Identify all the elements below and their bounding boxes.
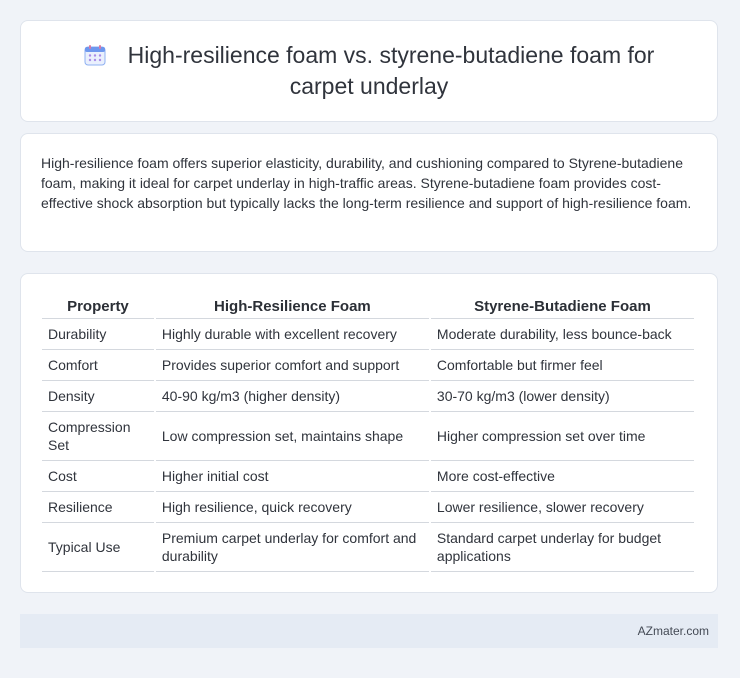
row-high-resilience: High resilience, quick recovery — [156, 492, 429, 523]
summary-card — [20, 133, 718, 252]
row-styrene-butadiene: Lower resilience, slower recovery — [431, 492, 694, 523]
row-styrene-butadiene: Standard carpet underlay for budget applications — [431, 523, 694, 572]
row-property: Durability — [42, 319, 154, 350]
row-high-resilience: 40-90 kg/m3 (higher density) — [156, 381, 429, 412]
row-property: Cost — [42, 461, 154, 492]
row-high-resilience: Provides superior comfort and support — [156, 350, 429, 381]
footer-brand: AZmater.com — [637, 624, 709, 638]
row-styrene-butadiene: Higher compression set over time — [431, 412, 694, 461]
row-high-resilience: Higher initial cost — [156, 461, 429, 492]
row-property: Resilience — [42, 492, 154, 523]
table-row — [42, 319, 694, 350]
table-row — [42, 492, 694, 523]
comparison-table — [40, 294, 696, 572]
row-styrene-butadiene: Moderate durability, less bounce-back — [431, 319, 694, 350]
row-property: Comfort — [42, 350, 154, 381]
row-high-resilience: Highly durable with excellent recovery — [156, 319, 429, 350]
row-styrene-butadiene: More cost-effective — [431, 461, 694, 492]
table-row — [42, 350, 694, 381]
row-styrene-butadiene: 30-70 kg/m3 (lower density) — [431, 381, 694, 412]
calendar-icon — [84, 43, 106, 65]
summary-text: High-resilience foam offers superior elasticity, durability, and cushioning compared to Styrene-butadiene foam, making it ideal for carpet underlay in high-traffic areas. Styrene-butadiene foam provides cost-effective shock absorption but typically lacks the long-term resilience and support of high-resilience foam. — [41, 155, 692, 211]
row-high-resilience: Premium carpet underlay for comfort and durability — [156, 523, 429, 572]
row-styrene-butadiene: Comfortable but firmer feel — [431, 350, 694, 381]
table-header-row — [42, 294, 694, 319]
header-property: Property — [42, 294, 154, 319]
header-styrene-butadiene: Styrene-Butadiene Foam — [431, 294, 694, 319]
row-property: Compression Set — [42, 412, 154, 461]
table-row — [42, 412, 694, 461]
row-property: Typical Use — [42, 523, 154, 572]
title-block — [49, 40, 689, 102]
row-high-resilience: Low compression set, maintains shape — [156, 412, 429, 461]
table-row — [42, 461, 694, 492]
comparison-table-card — [20, 273, 718, 593]
header-high-resilience: High-Resilience Foam — [156, 294, 429, 319]
title-card — [20, 20, 718, 122]
page-title: High-resilience foam vs. styrene-butadiene foam for carpet underlay — [127, 42, 655, 99]
table-row — [42, 523, 694, 572]
footer — [20, 614, 718, 648]
row-property: Density — [42, 381, 154, 412]
table-row — [42, 381, 694, 412]
